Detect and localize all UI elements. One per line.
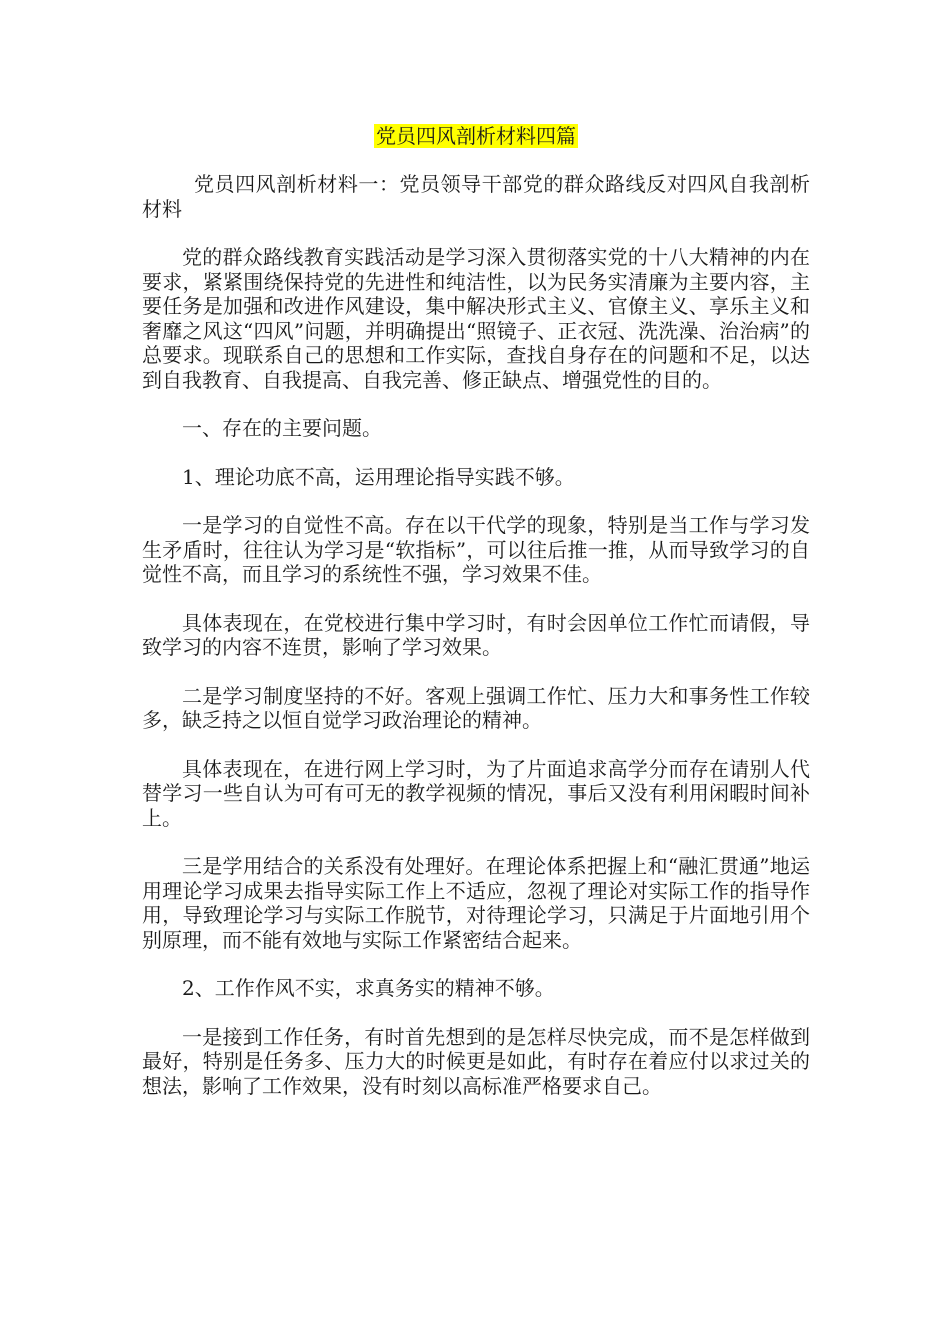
document-page (142, 122, 810, 1122)
body-paragraph: 具体表现在，在党校进行集中学习时，有时会因单位工作忙而请假，导致学习的内容不连贯，影响了学习效果。 (142, 610, 810, 659)
title-highlight: 党员四风剖析材料四篇 (376, 124, 576, 148)
body-paragraph: 具体表现在，在进行网上学习时，为了片面追求高学分而存在请别人代替学习一些自认为可有可无的教学视频的情况，事后又没有利用闲暇时间补上。 (142, 756, 810, 830)
intro-paragraph: 党的群众路线教育实践活动是学习深入贯彻落实党的十八大精神的内在要求，紧紧围绕保持党的先进性和纯洁性，以为民务实清廉为主要内容，主要任务是加强和改进作风建设，集中解决形式主义、官僚主义、享乐主义和奢靡之风这“四风”问题，并明确提出“照镜子、正衣冠、洗洗澡、治治病”的总要求。现联系自己的思想和工作实际，查找自身存在的问题和不足，以达到自我教育、自我提高、自我完善、修正缺点、增强党性的目的。 (142, 245, 810, 392)
subsection-heading: 1、理论功底不高，运用理论指导实践不够。 (182, 464, 575, 489)
section-heading: 一、存在的主要问题。 (182, 416, 382, 440)
body-paragraph: 一是学习的自觉性不高。存在以干代学的现象，特别是当工作与学习发生矛盾时，往往认为学习是“软指标”，可以往后推一推，从而导致学习的自觉性不高，而且学习的系统性不强，学习效果不佳。 (142, 513, 810, 586)
body-paragraph: 二是学习制度坚持的不好。客观上强调工作忙、压力大和事务性工作较多，缺乏持之以恒自觉学习政治理论的精神。 (142, 683, 810, 732)
subsection-heading: 2、工作作风不实，求真务实的精神不够。 (182, 976, 555, 1000)
document-title (142, 122, 810, 150)
body-paragraph: 一是接到工作任务，有时首先想到的是怎样尽快完成，而不是怎样做到最好，特别是任务多、压力大的时候更是如此，有时存在着应付以求过关的想法，影响了工作效果，没有时刻以高标准严格要求自己。 (142, 1024, 810, 1098)
subtitle-paragraph: 党员四风剖析材料一：党员领导干部党的群众路线反对四风自我剖析材料 (142, 172, 810, 221)
body-paragraph: 三是学用结合的关系没有处理好。在理论体系把握上和“融汇贯通”地运用理论学习成果去指导实际工作上不适应，忽视了理论对实际工作的指导作用，导致理论学习与实际工作脱节，对待理论学习，只满足于片面地引用个别原理，而不能有效地与实际工作紧密结合起来。 (142, 854, 810, 952)
